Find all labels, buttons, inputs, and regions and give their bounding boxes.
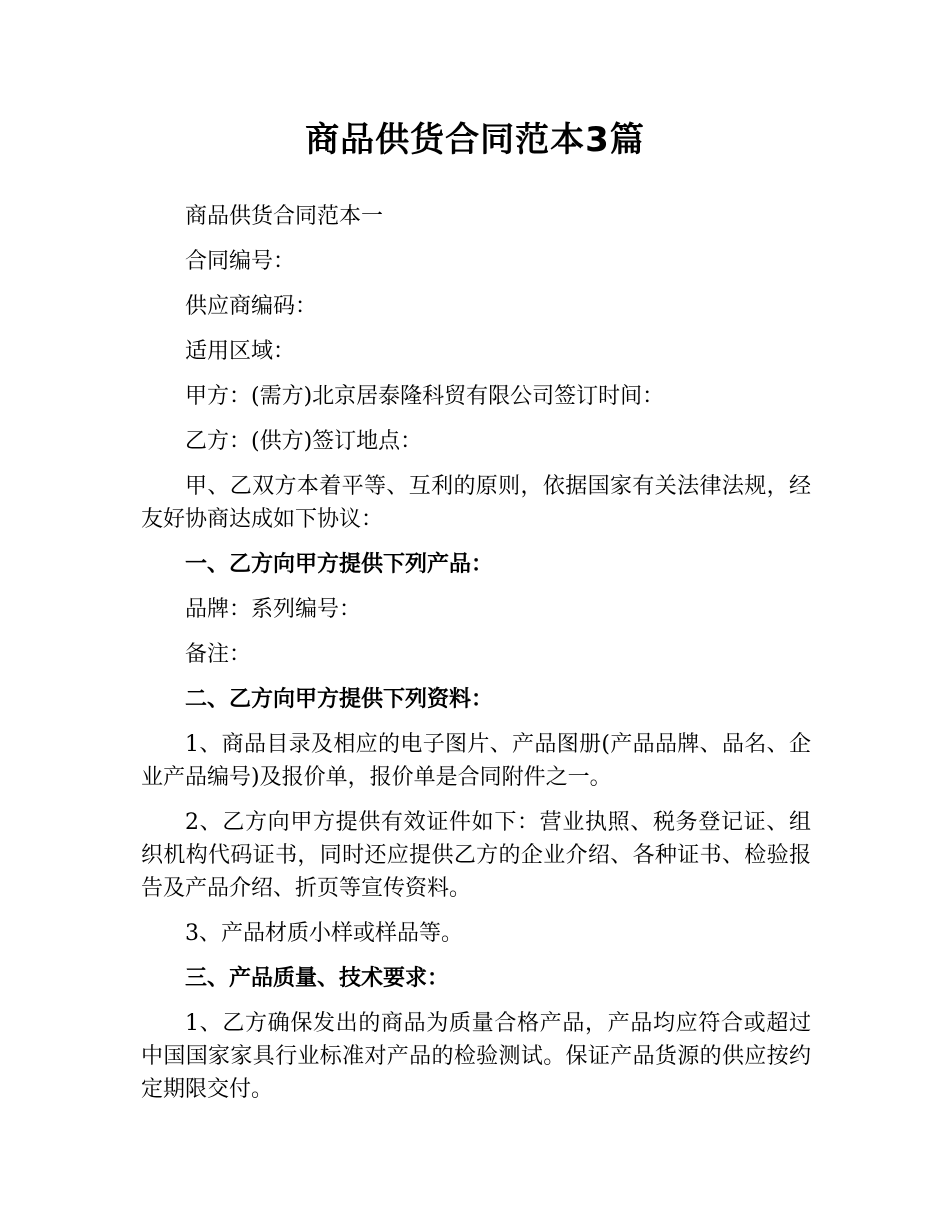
paragraph-item-3-1: 1、乙方确保发出的商品为质量合格产品，产品均应符合或超过中国国家家具行业标准对产品的检验测试。保证产品货源的供应按约定期限交付。 (141, 1011, 811, 1102)
paragraph-region: 适用区域： (185, 339, 296, 364)
paragraph-item-2-3: 3、产品材质小样或样品等。 (185, 921, 463, 946)
section-heading-1: 一、乙方向甲方提供下列产品： (185, 552, 494, 577)
paragraph-remarks: 备注： (185, 642, 252, 667)
paragraph-item-2-1: 1、商品目录及相应的电子图片、产品图册(产品品牌、品名、企业产品编号)及报价单，报价单是合同附件之一。 (141, 732, 811, 790)
section-heading-3: 三、产品质量、技术要求： (185, 966, 450, 991)
paragraph-subtitle: 商品供货合同范本一 (185, 204, 384, 229)
paragraph-supplier-code: 供应商编码： (185, 294, 318, 319)
paragraph-party-a: 甲方：(需方)北京居泰隆科贸有限公司签订时间： (185, 384, 665, 409)
paragraph-brand: 品牌：系列编号： (185, 597, 362, 622)
paragraph-contract-number: 合同编号： (185, 249, 296, 274)
section-heading-2: 二、乙方向甲方提供下列资料： (185, 687, 494, 712)
document-body (141, 200, 811, 1118)
document-title: 商品供货合同范本3篇 (305, 120, 645, 160)
paragraph-item-2-2: 2、乙方向甲方提供有效证件如下：营业执照、税务登记证、组织机构代码证书，同时还应提供乙方的企业介绍、各种证书、检验报告及产品介绍、折页等宣传资料。 (141, 810, 811, 901)
paragraph-party-b: 乙方：(供方)签订地点： (185, 429, 423, 454)
paragraph-preamble: 甲、乙双方本着平等、互利的原则，依据国家有关法律法规，经友好协商达成如下协议： (141, 474, 811, 532)
